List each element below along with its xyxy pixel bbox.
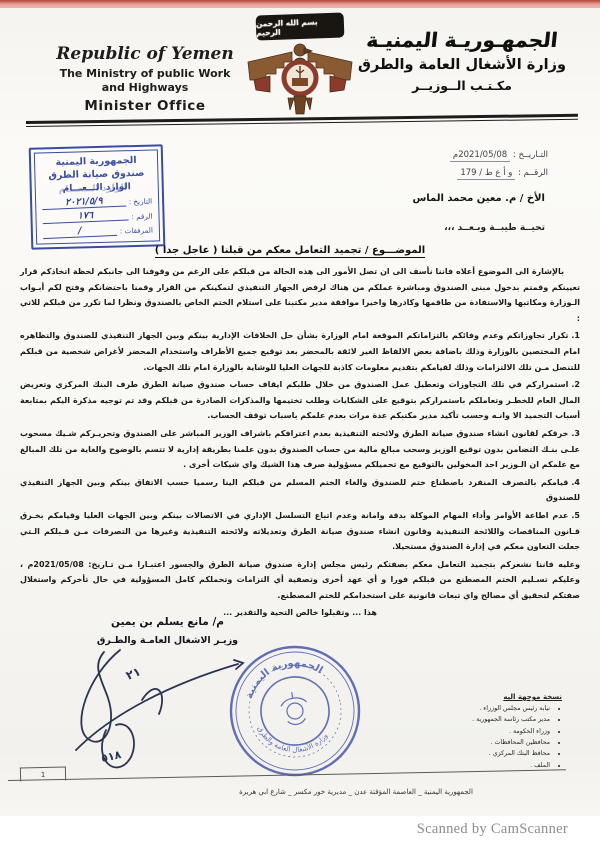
letter-ref-label: الرقــم : bbox=[518, 167, 548, 178]
country-name-en: Republic of Yemen bbox=[56, 44, 234, 64]
item-number: 3. bbox=[571, 428, 580, 438]
office-name-en: Minister Office bbox=[84, 97, 206, 114]
yemen-emblem bbox=[240, 12, 360, 124]
round-stamp-bottom-text: وزارة الأشغال العامة والطرق bbox=[255, 725, 330, 755]
stamp-country: الجمهورية اليمنية bbox=[55, 154, 137, 169]
basmala-calligraphy: بسم الله الرحمن الرحيم bbox=[256, 12, 345, 40]
ministry-name-en-1: The Ministry of public Work bbox=[59, 67, 231, 80]
scan-top-edge bbox=[0, 0, 600, 8]
body-item-2 bbox=[20, 377, 580, 424]
greeting-line: تحيــة طيبــة وبـعــد ،،، bbox=[444, 223, 545, 233]
ministry-name-en-2: and Highways bbox=[101, 81, 189, 95]
item-text: عدم اطاعة الأوامر وأداء المهام الموكلة بدقة وامانة وعدم اتباع التسلسل الإداري في الاتصالات بينكم وبين الجهات العليا وقيامكم بخـرق قـانون المناقصات واللائحة التنفيذية وقانون انشاء صندوق صيانة الطرق وتعديلاته ولائحته التنفيذية وغيرها من التصرفات مـن قـبلكم الـتي جعلت التعاون معكم في إدارة الصندوق مستحيلا. bbox=[20, 510, 580, 552]
reference-block bbox=[368, 147, 548, 183]
subject-line bbox=[75, 245, 505, 256]
letter-date-value: 2021/05/08م bbox=[450, 150, 510, 162]
office-name-ar: مكـتـب الــوزيــر bbox=[412, 78, 512, 93]
item-text: قيامكم بالتصرف المنفرد باصطناع ختم للصندوق والغاء الختم المسلم من قبلكم الينا رسميا حسب الاتفاق بينكم وبين الجهاز التنفيذي للصندوق bbox=[20, 477, 580, 503]
letter-body bbox=[20, 264, 580, 623]
incoming-mail-stamp bbox=[29, 144, 166, 249]
closing-salutation: هذا ... وتقبلوا خالص التحية والتقدير ... bbox=[223, 608, 377, 618]
copy-item: • الملف . bbox=[410, 760, 550, 771]
body-item-4 bbox=[20, 475, 580, 506]
copy-item: • مدير مكتب رئاسة الجمهورية . bbox=[410, 714, 550, 725]
camscanner-watermark: Scanned by CamScanner bbox=[416, 821, 568, 837]
item-number: 5. bbox=[571, 510, 580, 520]
item-text: تكرار تجاوزاتكم وعدم وفائكم بالتزاماتكم الموقعة امام الوزارة بشأن حل الخلافات الإدارية بينكم وبين الجهاز التنفيذي للصندوق والتظاهره امام المختصين بالوزارة وذلك باضافة بعض الالفاظ الغير لائقة بالمحضر بعد توقيع جميع الأطراف واستخدام المحضر لأغراض شخصية من قبلكم للتنصل مـن تلك الالتزامات وذلك لقيامكم بتقديم معلومات كاذبة للجهات العليا للوشاية بالوزارة امام تلك الجهات. bbox=[20, 331, 580, 372]
letter-ref-value: و أ ع ط / 179 bbox=[457, 168, 515, 180]
yemen-coat-of-arms-icon bbox=[240, 40, 360, 124]
copies-items bbox=[410, 703, 562, 771]
body-item-1 bbox=[20, 328, 580, 375]
page-number-tab bbox=[20, 767, 66, 782]
copies-heading: نسخة موجهة اليه bbox=[503, 693, 562, 701]
letter-date-row bbox=[368, 147, 548, 165]
stamp-department: الوارد الـــعـــام bbox=[62, 181, 131, 194]
stamp-attachments-row bbox=[43, 223, 153, 237]
footer-address: الجمهورية اليمنية _ العاصمة المؤقتة عدن _ مديرية خور مكسر _ شارع ابي هريرة bbox=[239, 788, 473, 796]
page-number: 1 bbox=[40, 770, 46, 779]
stamp-date-row bbox=[42, 194, 152, 208]
stamp-fund-name: صندوق صيانة الطرق bbox=[48, 167, 145, 182]
item-text: استمراركم في تلك التجاوزات وتعطيل عمل الصندوق من خلال طلبكم ايقاف حساب صندوق صيانة الطرق طرف البنك المركزي وتعريض المال العام للخطـر وتعاملكم باستمراركم بتوقيع على الشكايات وطلب تختيمها والمذكرات الصادرة من قبلكم وقد تم توجيه مذكرة اليكم بمتابعة أسباب التجميد الا وانـه وحسب تأكيد مدير مكتبكم عدة مرات بعدم علمكم باسباب توقف الحساب. bbox=[20, 380, 580, 421]
minister-name: م/ مانع يسلم بن يمين bbox=[111, 616, 224, 628]
copy-item: • محافظ البنك المركزي . bbox=[410, 748, 550, 759]
item-number: 1. bbox=[571, 331, 580, 341]
copy-item: • نيابة رئيس مجلس الوزراء . bbox=[410, 703, 550, 714]
item-text: خرقكم لقانون انشاء صندوق صيانة الطرق ولائحته التنفيذية بعدم اعترافكم باشراف الوزير المباشر على الصندوق وتحريـركم شـيك مسحوب علـى بنـك التضامن بدون توقيع الوزير وسحب مبالغ مالية من حساب الصندوق بدون علمنا بطريقة إدارية لا تتسم بالوضوح والغاية من تلك المبالغ مع علمكم ان الـوزير احد المخولين بالتوقيع مع تحميلكم مسؤولية صرف هذا الشيك واي شيكات أخرى . bbox=[20, 428, 580, 470]
stamp-date-label: التاريخ : bbox=[128, 196, 153, 207]
signature-note-top: ٢١ bbox=[123, 664, 143, 683]
stamp-date-value: ٢٠٢١/٥/٩ bbox=[42, 195, 126, 210]
copies-list bbox=[410, 693, 562, 771]
stamp-attachments-label: المرفقات : bbox=[119, 225, 154, 236]
subject-text: الموضـــوع / تجميد التعامل معكم من قبلنا ( عاجل جدا ) bbox=[154, 245, 426, 256]
header-arabic bbox=[352, 28, 572, 93]
signature-strokes bbox=[76, 650, 243, 767]
copy-item: • وزراء الحكومة . bbox=[410, 726, 550, 737]
ministry-name-ar: وزارة الأشغال العامة والطرق bbox=[358, 57, 566, 73]
body-item-5 bbox=[20, 508, 580, 555]
copy-item: • محافظين المحافظات . bbox=[410, 737, 550, 748]
stamp-number-row bbox=[42, 209, 152, 223]
stamp-number-value: ١٧٦ bbox=[42, 210, 128, 225]
body-item-3 bbox=[20, 426, 580, 473]
body-intro: بالإشارة الى الموضوع أعلاه فاننا نأسف الى ان تصل الأمور الى هذه الحالة من قبلكم على الرغم من وقوفنا الى جانبكم لحظة اتخاذكم قرار تعيينكم وقمتم بدخول مبنى الصندوق ومباشرة عملكم من هناك لرفض الجهاز التنفيذي لتمكينكم من القرار وقمنا باحتضانكم وفتح لكم أبـواب الـوزارة ومكاتبها والاستفادة من طاقمها وكادرها واخيرا موافقة مدير مكتبنا على استلام الختم الخاص بالصندوق ونظرا لما تكرر من قبلكم للاتي : bbox=[20, 267, 580, 323]
header-english bbox=[46, 44, 244, 114]
country-name-ar: الجمهـوريـة اليمنيـة bbox=[365, 28, 559, 52]
addressee-line: الأخ / م. معين محمد الماس bbox=[412, 193, 545, 204]
signature-note-bottom: ٥١٨ bbox=[99, 748, 123, 765]
stamp-number-label: الرقم : bbox=[131, 211, 153, 221]
item-number: 2. bbox=[571, 380, 580, 390]
handwritten-signature bbox=[42, 638, 342, 793]
stamp-attachments-value: / bbox=[43, 224, 117, 239]
letter-date-label: التـاريــخ : bbox=[512, 150, 548, 160]
minister-title: وزيـر الاشغال العامـة والطـرق bbox=[96, 635, 239, 646]
item-number: 4. bbox=[571, 477, 580, 487]
round-stamp-top-text: الجمهورية اليمنية bbox=[243, 657, 325, 701]
incoming-mail-stamp-inner bbox=[34, 149, 160, 244]
body-closing: وعليه فاننا نشعركم بتجميد التعامل معكم بصفتكم رئيس مجلس إدارة صندوق صيانة الطرق والجسور اعتبـارا مـن تـاريخ: 2021/05/08م ، وعليكم تسـليم الختم المصطنع من قبلكم فورا و أي عهد أخرى وتصفية أي التزامات وتحملكم كامل المسؤولية في حال تأخركم واستغلال صفتكم لتحقيق أي مصالح واي تبعات قانونية على استخدامكم للختم المصطنع. bbox=[20, 559, 580, 600]
letter-ref-row bbox=[368, 165, 548, 183]
